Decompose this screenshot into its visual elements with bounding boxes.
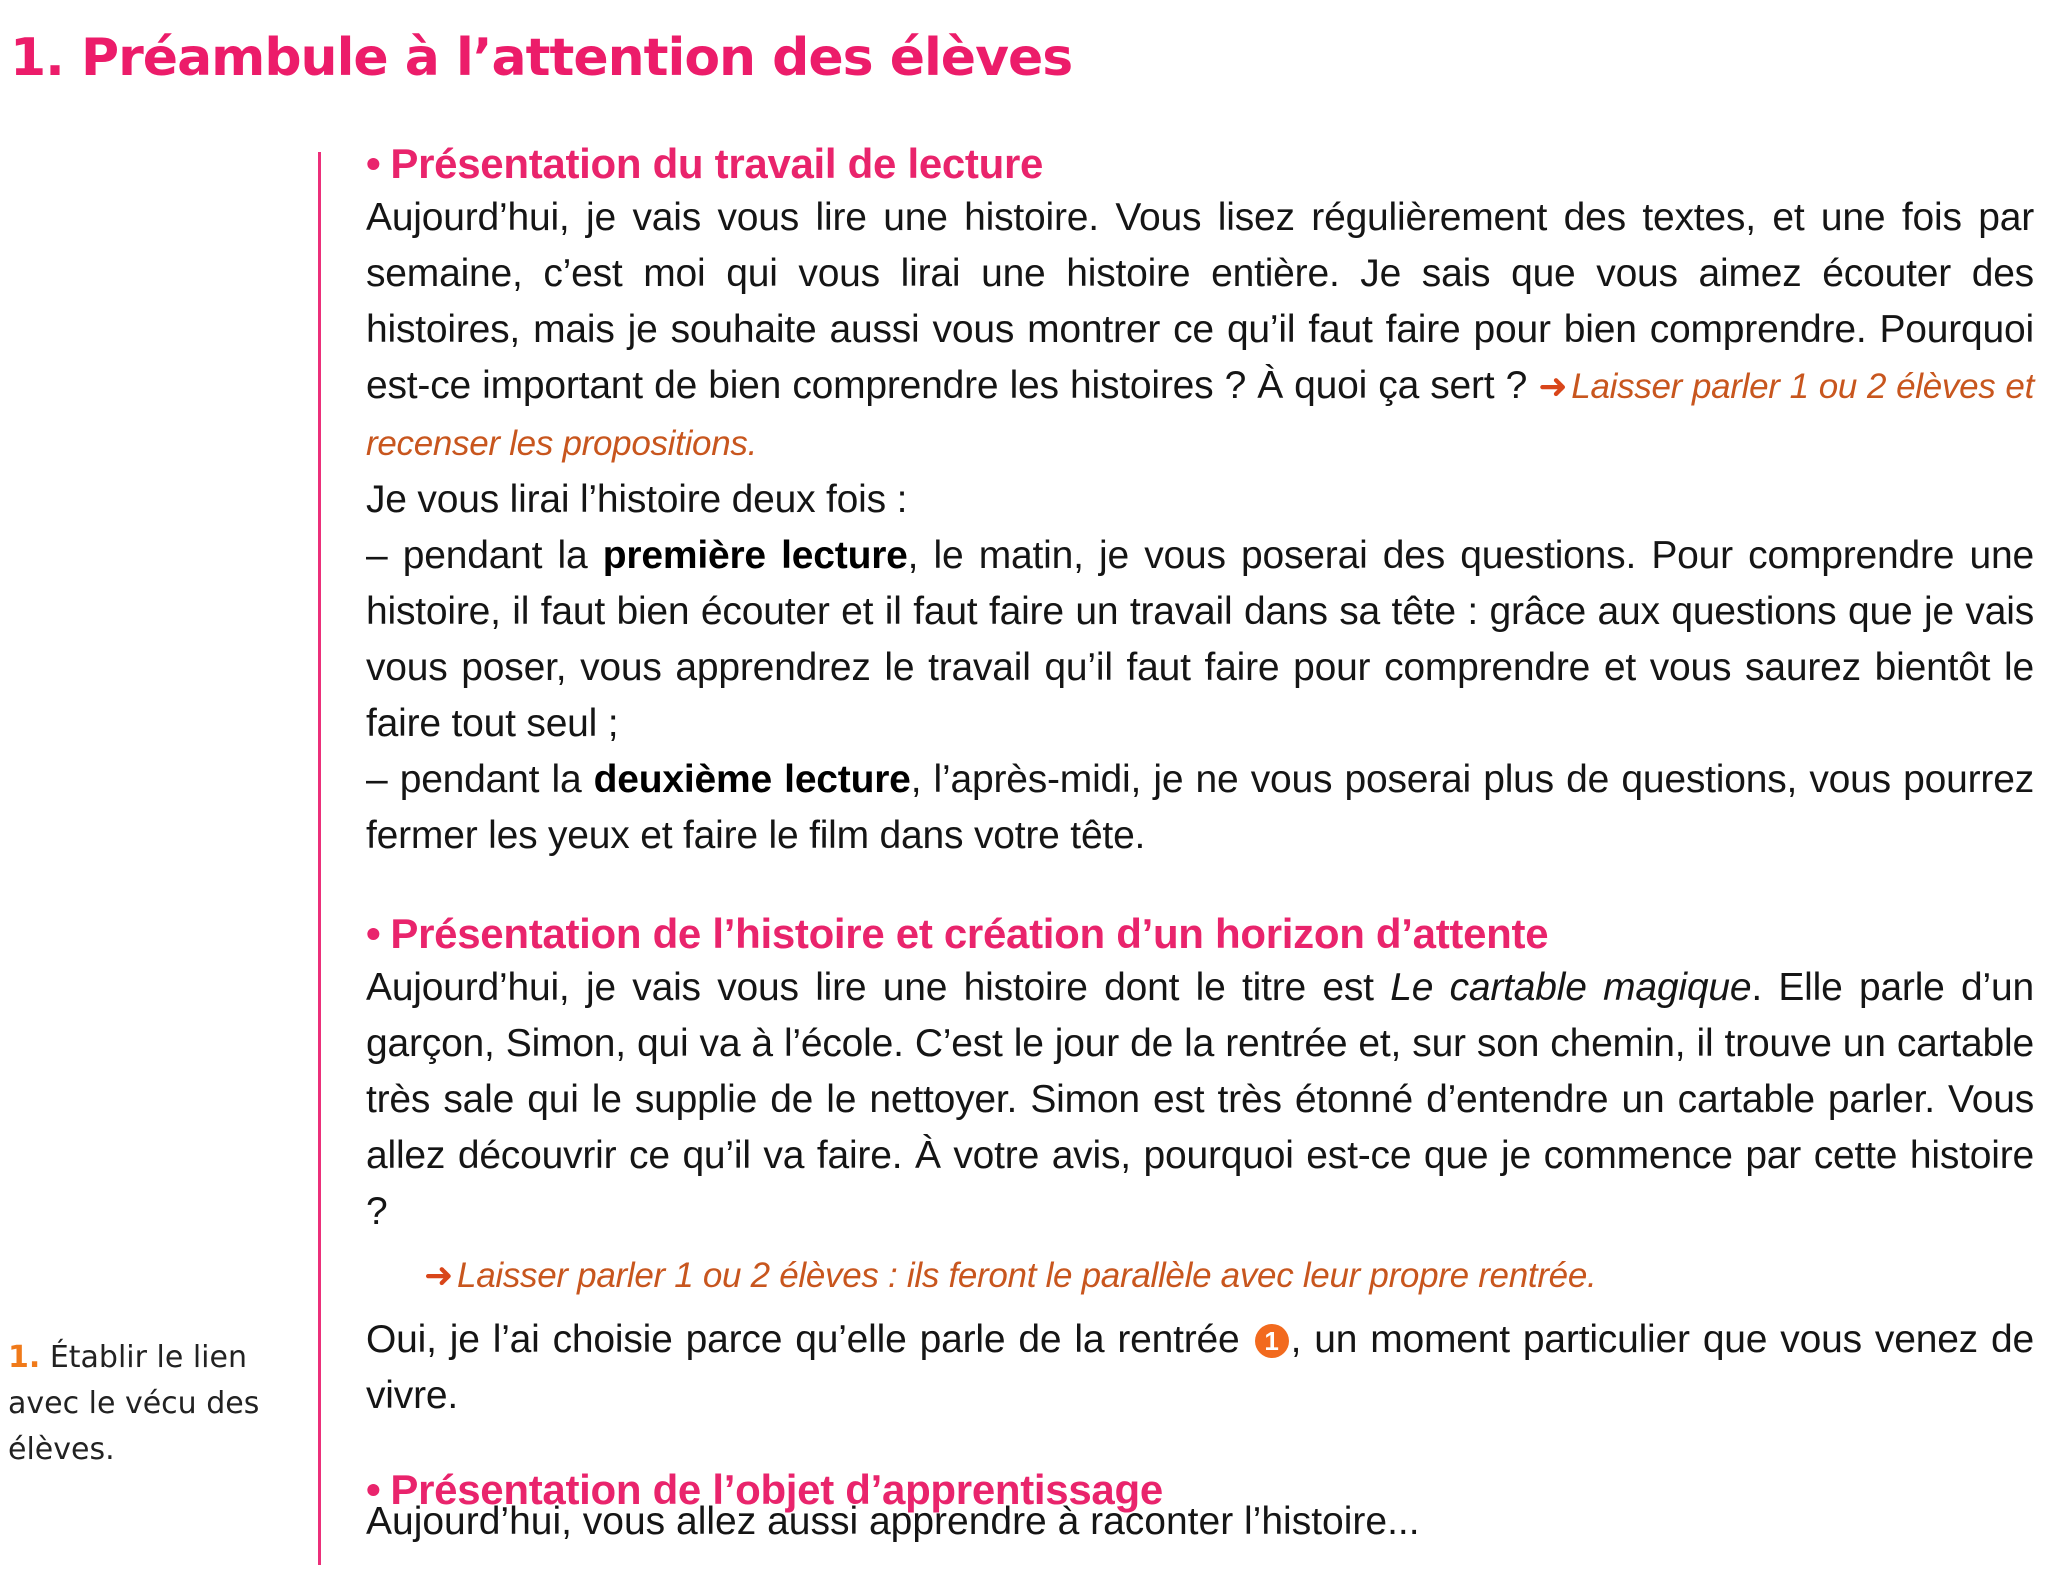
teacher-note-text: Laisser parler 1 ou 2 élèves et recenser les propositions. [366, 367, 2035, 463]
footnote-badge[interactable]: 1 [1255, 1324, 1289, 1358]
margin-note [8, 1335, 298, 1473]
section-reading-work [366, 138, 2034, 864]
section-heading-text: Présentation de l’histoire et création d’un horizon d’attente [390, 910, 1549, 957]
text: Aujourd’hui, je vais vous lire une histoire dont le titre est [366, 966, 1391, 1009]
text: , l’après-midi, je ne vous poserai plus de questions, vous pourrez fermer les yeux et faire le film dans votre tête. [366, 758, 2034, 857]
text: . Elle parle d’un garçon, Simon, qui va à l’école. C’est le jour de la rentrée et, sur son chemin, il trouve un cartable très sale qui le supplie de le nettoyer. Simon est très étonné d’entendre un cartable parler. Vous allez découvrir ce qu’il va faire. À votre avis, pourquoi est-ce que je commence par cette histoire ? [366, 966, 2034, 1233]
section-story-presentation [366, 908, 2034, 1424]
bullet-icon: • [366, 910, 381, 957]
text: Aujourd’hui, vous allez aussi apprendre à raconter l’histoire... [366, 1500, 1420, 1543]
section-heading-text: Présentation de l’objet d’apprentissage [390, 1466, 1163, 1513]
bullet-icon: • [366, 1466, 381, 1513]
bold-term: deuxième lecture [593, 758, 911, 801]
text: , un moment particulier que vous venez de vivre. [366, 1318, 2034, 1417]
spacer [366, 1424, 2034, 1464]
book-title: Le cartable magique [1390, 966, 1752, 1009]
teacher-note-text: Laisser parler 1 ou 2 élèves : ils feront le parallèle avec leur propre rentrée. [457, 1256, 1597, 1295]
paragraph [366, 190, 2034, 472]
paragraph: Je vous lirai l’histoire deux fois : [366, 478, 908, 521]
margin-note-number: 1. [8, 1340, 41, 1375]
paragraph-text: Aujourd’hui, je vais vous lire une histoire. Vous lisez régulièrement des textes, et une fois par semaine, c’est moi qui vous lirai une histoire entière. Je sais que vous aimez écouter des histoires, mais je souhaite aussi vous montrer ce qu’il faut faire pour bien comprendre. Pourquoi est-ce important de bien comprendre les histoires ? À quoi ça sert ? [366, 196, 2034, 407]
spacer [366, 864, 2034, 908]
teacher-note [424, 1248, 2034, 1304]
paragraph [366, 960, 2034, 1240]
section-heading [366, 908, 2034, 960]
text: , le matin, je vous poserai des questions. Pour comprendre une histoire, il faut bien écouter et il faut faire un travail dans sa tête : grâce aux questions que je vais vous poser, vous apprendrez le travail qu’il faut faire pour comprendre et vous saurez bientôt le faire tout seul ; [366, 534, 2034, 745]
margin-note-text: Établir le lien avec le vécu des élèves. [8, 1340, 260, 1467]
text: – pendant la [366, 534, 603, 577]
margin-divider-line [318, 152, 321, 1565]
bold-term: première lecture [602, 534, 908, 577]
cutoff-paragraph [366, 1500, 2034, 1552]
main-content [366, 138, 2034, 1552]
text: Oui, je l’ai choisie parce qu’elle parle de la rentrée [366, 1318, 1240, 1361]
section-heading-text: Présentation du travail de lecture [390, 140, 1044, 187]
arrow-right-icon: ➜ [1538, 367, 1568, 406]
list-item-second-reading [366, 752, 2034, 864]
bullet-icon: • [366, 140, 381, 187]
text: – pendant la [366, 758, 594, 801]
arrow-right-icon: ➜ [424, 1256, 454, 1295]
section-learning-object [366, 1464, 2034, 1552]
paragraph [366, 1312, 2034, 1424]
section-heading [366, 138, 2034, 190]
list-item-first-reading [366, 528, 2034, 752]
page-title: 1. Préambule à l’attention des élèves [10, 28, 1073, 88]
